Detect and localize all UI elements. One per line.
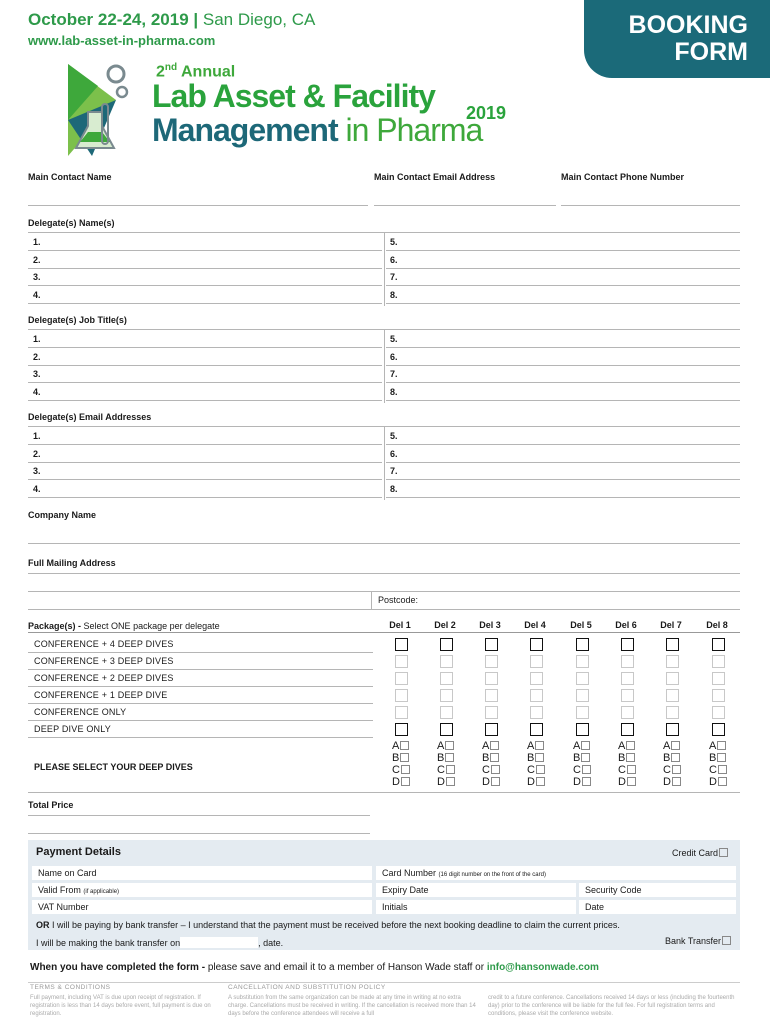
- main-contact-name-label: Main Contact Name: [28, 172, 112, 182]
- package-checkbox[interactable]: [485, 655, 498, 668]
- delegate-section-label: Delegate(s) Email Addresses: [28, 412, 152, 422]
- deep-dive-option[interactable]: D: [618, 776, 644, 788]
- cancellation-text: A substitution from the same organization can be made at any time in writing at no extra charge. Cancellations must be received in writing. If the cancellation is received more than 14 days before the conference attendees will receive a full: [228, 995, 476, 1017]
- package-checkbox[interactable]: [485, 672, 498, 685]
- package-checkbox[interactable]: [440, 723, 453, 736]
- conference-title-line1: Lab Asset & Facility: [152, 78, 435, 114]
- deep-dive-checkbox[interactable]: [717, 741, 726, 750]
- package-checkbox[interactable]: [712, 655, 725, 668]
- delegate-number: 8.: [390, 289, 398, 300]
- package-checkbox[interactable]: [666, 723, 679, 736]
- deep-dive-checkbox[interactable]: [445, 753, 454, 762]
- package-option-label: CONFERENCE + 3 DEEP DIVES: [34, 656, 174, 666]
- delegate-section-label: Delegate(s) Job Title(s): [28, 315, 127, 325]
- company-name-field[interactable]: [28, 543, 740, 544]
- deep-dive-option[interactable]: B: [663, 752, 689, 764]
- package-checkbox[interactable]: [395, 672, 408, 685]
- package-checkbox[interactable]: [440, 689, 453, 702]
- package-checkbox[interactable]: [712, 638, 725, 651]
- deep-dive-option[interactable]: D: [482, 776, 508, 788]
- delegate-field[interactable]: [386, 462, 740, 463]
- bank-transfer-date-field[interactable]: [180, 937, 258, 948]
- delegate-number: 3.: [33, 466, 41, 476]
- conference-year: 2019: [466, 103, 507, 123]
- deep-dive-checkbox[interactable]: [535, 741, 544, 750]
- bank-transfer-checkbox[interactable]: [722, 936, 731, 945]
- deep-dive-checkbox[interactable]: [536, 765, 545, 774]
- deep-dive-checkbox[interactable]: [490, 753, 499, 762]
- deep-dive-selector: [663, 740, 689, 788]
- deep-dive-checkbox[interactable]: [536, 777, 545, 786]
- delegate-number: 3.: [33, 369, 41, 379]
- security-code-field[interactable]: Security Code: [579, 883, 736, 897]
- delegate-field[interactable]: [386, 444, 740, 445]
- deep-dive-checkbox[interactable]: [671, 753, 680, 762]
- package-option-label: DEEP DIVE ONLY: [34, 724, 111, 734]
- delegate-number: 3.: [33, 272, 41, 282]
- package-checkbox[interactable]: [395, 655, 408, 668]
- deep-dive-option[interactable]: A: [392, 740, 418, 752]
- payment-details-title: Payment Details: [36, 846, 121, 858]
- event-location: San Diego, CA: [202, 10, 316, 29]
- initials-field[interactable]: Initials: [376, 900, 576, 914]
- deep-dive-selector: [392, 740, 418, 788]
- package-option-label: CONFERENCE ONLY: [34, 707, 127, 717]
- package-checkbox[interactable]: [576, 638, 589, 651]
- main-contact-email-label: Main Contact Email Address: [374, 172, 496, 182]
- postcode-field[interactable]: [28, 609, 740, 610]
- delegate-number: 6.: [390, 351, 398, 362]
- deep-dive-option[interactable]: B: [482, 752, 508, 764]
- delegate-field[interactable]: [28, 462, 382, 463]
- deep-dive-option[interactable]: A: [482, 740, 508, 752]
- delegate-number: 7.: [390, 272, 398, 282]
- name-on-card-field[interactable]: Name on Card: [32, 866, 372, 880]
- delegate-field[interactable]: [28, 444, 382, 445]
- deep-dive-checkbox[interactable]: [626, 741, 635, 750]
- delegate-column-header: Del 3: [479, 620, 501, 630]
- deep-dive-checkbox[interactable]: [671, 741, 680, 750]
- deep-dive-option[interactable]: C: [527, 764, 553, 776]
- delegate-number: 8.: [390, 483, 398, 494]
- deep-dive-checkbox[interactable]: [400, 741, 409, 750]
- package-option-label: CONFERENCE + 2 DEEP DIVES: [34, 673, 174, 683]
- deep-dive-checkbox[interactable]: [400, 753, 409, 762]
- deep-dive-option[interactable]: A: [663, 740, 689, 752]
- delegate-field[interactable]: [28, 400, 382, 401]
- deep-dive-selector: [618, 740, 644, 788]
- event-url[interactable]: www.lab-asset-in-pharma.com: [28, 33, 216, 48]
- deep-dive-checkbox[interactable]: [401, 765, 410, 774]
- package-checkbox[interactable]: [666, 672, 679, 685]
- package-checkbox[interactable]: [485, 638, 498, 651]
- delegate-field[interactable]: [386, 365, 740, 366]
- package-checkbox[interactable]: [395, 723, 408, 736]
- deep-dive-selector: [709, 740, 735, 788]
- delegate-number: 1.: [33, 431, 41, 441]
- delegate-field[interactable]: [28, 382, 382, 383]
- package-checkbox[interactable]: [440, 672, 453, 685]
- delegate-number: 6.: [390, 448, 398, 459]
- deep-dive-option[interactable]: B: [573, 752, 599, 764]
- mailing-address-field-2[interactable]: [28, 591, 740, 592]
- delegate-field[interactable]: [386, 285, 740, 286]
- delegate-number: 2.: [33, 254, 41, 265]
- deep-dive-option[interactable]: B: [527, 752, 553, 764]
- delegate-field[interactable]: [386, 347, 740, 348]
- bank-transfer-date-line: I will be making the bank transfer on , date.: [36, 938, 284, 948]
- delegate-number: 4.: [33, 289, 41, 300]
- delegate-field[interactable]: [28, 268, 382, 269]
- total-price-label: Total Price: [28, 800, 74, 810]
- edition-label: 2nd Annual: [156, 62, 236, 81]
- package-checkbox[interactable]: [530, 706, 543, 719]
- deep-dive-option[interactable]: C: [482, 764, 508, 776]
- delegate-field[interactable]: [28, 285, 382, 286]
- deep-dive-option[interactable]: B: [618, 752, 644, 764]
- cancellation-title: CANCELLATION AND SUBSTITUTION POLICY: [228, 984, 386, 991]
- package-checkbox[interactable]: [666, 689, 679, 702]
- deep-dive-selector: [573, 740, 599, 788]
- total-price-field-2[interactable]: [28, 833, 370, 834]
- packages-heading: Package(s) - Select ONE package per delegate: [28, 621, 220, 631]
- delegate-column-header: Del 4: [524, 620, 546, 630]
- date-field[interactable]: Date: [579, 900, 736, 914]
- deep-dive-option[interactable]: D: [527, 776, 553, 788]
- package-checkbox[interactable]: [395, 689, 408, 702]
- package-checkbox[interactable]: [712, 689, 725, 702]
- deep-dive-selector: [437, 740, 463, 788]
- delegate-column-header: Del 1: [389, 620, 411, 630]
- package-option-label: CONFERENCE + 1 DEEP DIVE: [34, 690, 168, 700]
- deep-dive-option[interactable]: B: [709, 752, 735, 764]
- package-checkbox[interactable]: [485, 723, 498, 736]
- deep-dive-checkbox[interactable]: [718, 765, 727, 774]
- flask-logo-icon: [58, 60, 158, 156]
- deep-dive-checkbox[interactable]: [401, 777, 410, 786]
- deep-dive-checkbox[interactable]: [626, 753, 635, 762]
- contact-email-link[interactable]: info@hansonwade.com: [486, 962, 599, 973]
- package-checkbox[interactable]: [621, 655, 634, 668]
- package-checkbox[interactable]: [576, 706, 589, 719]
- deep-dive-option[interactable]: A: [573, 740, 599, 752]
- delegate-column-header: Del 5: [570, 620, 592, 630]
- deep-dive-checkbox[interactable]: [581, 741, 590, 750]
- deep-dive-checkbox[interactable]: [445, 741, 454, 750]
- deep-dive-checkbox[interactable]: [582, 777, 591, 786]
- completion-instructions: When you have completed the form - please save and email it to a member of Hanson Wade staff or info@hansonwade.com: [30, 962, 599, 973]
- package-checkbox[interactable]: [712, 706, 725, 719]
- deep-dive-checkbox[interactable]: [717, 753, 726, 762]
- package-checkbox[interactable]: [530, 655, 543, 668]
- postcode-label: Postcode:: [378, 595, 419, 605]
- delegate-number: 2.: [33, 448, 41, 459]
- deep-dive-checkbox[interactable]: [581, 753, 590, 762]
- delegate-number: 5.: [390, 334, 398, 344]
- package-checkbox[interactable]: [395, 706, 408, 719]
- deep-dive-option[interactable]: D: [709, 776, 735, 788]
- package-checkbox[interactable]: [440, 638, 453, 651]
- deep-dive-select-label: PLEASE SELECT YOUR DEEP DIVES: [34, 762, 193, 772]
- package-checkbox[interactable]: [530, 672, 543, 685]
- package-checkbox[interactable]: [576, 689, 589, 702]
- deep-dive-checkbox[interactable]: [627, 765, 636, 774]
- deep-dive-checkbox[interactable]: [491, 777, 500, 786]
- delegate-number: 1.: [33, 334, 41, 344]
- package-checkbox[interactable]: [576, 672, 589, 685]
- package-checkbox[interactable]: [485, 689, 498, 702]
- delegate-section-label: Delegate(s) Name(s): [28, 218, 115, 228]
- cancellation-text-continued: credit to a future conference. Cancellations received 14 days or less (including the fourteenth day) prior to the conference will be liable for the full fee. For full registration terms and conditions, please visit the conference website.: [488, 995, 735, 1017]
- delegate-number: 2.: [33, 351, 41, 362]
- main-contact-email-field[interactable]: [374, 205, 556, 206]
- total-price-field-1[interactable]: [28, 815, 370, 816]
- deep-dive-selector: [527, 740, 553, 788]
- package-checkbox[interactable]: [530, 638, 543, 651]
- deep-dive-checkbox[interactable]: [582, 765, 591, 774]
- delegate-field[interactable]: [28, 250, 382, 251]
- delegate-field[interactable]: [28, 365, 382, 366]
- bank-transfer-option[interactable]: Bank Transfer: [665, 936, 731, 946]
- main-contact-phone-label: Main Contact Phone Number: [561, 172, 685, 182]
- deep-dive-option[interactable]: C: [618, 764, 644, 776]
- delegate-number: 6.: [390, 254, 398, 265]
- delegate-number: 4.: [33, 483, 41, 494]
- conference-title-line2: Management in Pharma: [152, 112, 483, 148]
- card-number-field[interactable]: Card Number (16 digit number on the front of the card): [376, 866, 736, 880]
- delegate-column-header: Del 7: [660, 620, 682, 630]
- mailing-address-field-1[interactable]: [28, 573, 740, 574]
- delegate-number: 4.: [33, 386, 41, 397]
- package-checkbox[interactable]: [530, 689, 543, 702]
- event-date: October 22-24, 2019 | San Diego, CA: [28, 10, 316, 29]
- package-checkbox[interactable]: [712, 723, 725, 736]
- deep-dive-option[interactable]: A: [618, 740, 644, 752]
- credit-card-checkbox[interactable]: [719, 848, 728, 857]
- terms-text: Full payment, including VAT is due upon receipt of registration. If registration is less than 14 days before event, full payment is due on registration.: [30, 995, 211, 1017]
- deep-dive-checkbox[interactable]: [672, 777, 681, 786]
- deep-dive-option[interactable]: C: [573, 764, 599, 776]
- deep-dive-option[interactable]: D: [392, 776, 418, 788]
- package-checkbox[interactable]: [666, 706, 679, 719]
- delegate-field[interactable]: [28, 479, 382, 480]
- deep-dive-option[interactable]: C: [709, 764, 735, 776]
- deep-dive-checkbox[interactable]: [491, 765, 500, 774]
- deep-dive-option[interactable]: B: [392, 752, 418, 764]
- package-checkbox[interactable]: [395, 638, 408, 651]
- delegate-field[interactable]: [386, 303, 740, 304]
- package-checkbox[interactable]: [666, 638, 679, 651]
- deep-dive-checkbox[interactable]: [672, 765, 681, 774]
- delegate-field[interactable]: [386, 268, 740, 269]
- package-checkbox[interactable]: [440, 706, 453, 719]
- deep-dive-checkbox[interactable]: [718, 777, 727, 786]
- delegate-number: 1.: [33, 237, 41, 247]
- deep-dive-checkbox[interactable]: [627, 777, 636, 786]
- delegate-number: 5.: [390, 431, 398, 441]
- deep-dive-option[interactable]: B: [437, 752, 463, 764]
- package-checkbox[interactable]: [666, 655, 679, 668]
- delegate-number: 5.: [390, 237, 398, 247]
- delegate-number: 7.: [390, 369, 398, 379]
- delegate-number: 7.: [390, 466, 398, 476]
- delegate-field[interactable]: [386, 250, 740, 251]
- package-checkbox[interactable]: [485, 706, 498, 719]
- deep-dive-checkbox[interactable]: [535, 753, 544, 762]
- deep-dive-checkbox[interactable]: [446, 765, 455, 774]
- expiry-date-field[interactable]: Expiry Date: [376, 883, 576, 897]
- delegate-field[interactable]: [386, 400, 740, 401]
- mailing-address-label: Full Mailing Address: [28, 558, 116, 568]
- package-checkbox[interactable]: [440, 655, 453, 668]
- deep-dive-option[interactable]: D: [663, 776, 689, 788]
- delegate-column-header: Del 6: [615, 620, 637, 630]
- deep-dive-option[interactable]: C: [392, 764, 418, 776]
- vat-number-field[interactable]: VAT Number: [32, 900, 372, 914]
- package-option-label: CONFERENCE + 4 DEEP DIVES: [34, 639, 174, 649]
- delegate-number: 8.: [390, 386, 398, 397]
- deep-dive-option[interactable]: A: [527, 740, 553, 752]
- deep-dive-option[interactable]: A: [709, 740, 735, 752]
- bank-transfer-statement: OR I will be paying by bank transfer – I understand that the payment must be received before the next booking deadline to claim the current prices.: [36, 920, 620, 930]
- deep-dive-option[interactable]: D: [437, 776, 463, 788]
- deep-dive-checkbox[interactable]: [446, 777, 455, 786]
- package-checkbox[interactable]: [530, 723, 543, 736]
- package-checkbox[interactable]: [621, 689, 634, 702]
- delegate-field[interactable]: [28, 497, 382, 498]
- main-contact-phone-field[interactable]: [561, 205, 740, 206]
- deep-dive-option[interactable]: A: [437, 740, 463, 752]
- delegate-field[interactable]: [386, 382, 740, 383]
- deep-dive-selector: [482, 740, 508, 788]
- deep-dive-checkbox[interactable]: [490, 741, 499, 750]
- deep-dive-option[interactable]: C: [663, 764, 689, 776]
- delegate-column-header: Del 8: [706, 620, 728, 630]
- package-checkbox[interactable]: [621, 723, 634, 736]
- package-checkbox[interactable]: [576, 655, 589, 668]
- package-checkbox[interactable]: [712, 672, 725, 685]
- delegate-field[interactable]: [386, 497, 740, 498]
- package-checkbox[interactable]: [621, 672, 634, 685]
- delegate-column-header: Del 2: [434, 620, 456, 630]
- package-checkbox[interactable]: [576, 723, 589, 736]
- package-checkbox[interactable]: [621, 638, 634, 651]
- deep-dive-option[interactable]: C: [437, 764, 463, 776]
- valid-from-field[interactable]: Valid From (if applicable): [32, 883, 372, 897]
- company-name-label: Company Name: [28, 510, 97, 520]
- package-checkbox[interactable]: [621, 706, 634, 719]
- credit-card-option[interactable]: Credit Card: [672, 848, 728, 858]
- delegate-field[interactable]: [28, 303, 382, 304]
- booking-form-banner: BOOKING FORM: [584, 0, 770, 78]
- deep-dive-option[interactable]: D: [573, 776, 599, 788]
- delegate-field[interactable]: [386, 479, 740, 480]
- delegate-field[interactable]: [28, 347, 382, 348]
- main-contact-name-field[interactable]: [28, 205, 368, 206]
- terms-title: TERMS & CONDITIONS: [30, 984, 111, 991]
